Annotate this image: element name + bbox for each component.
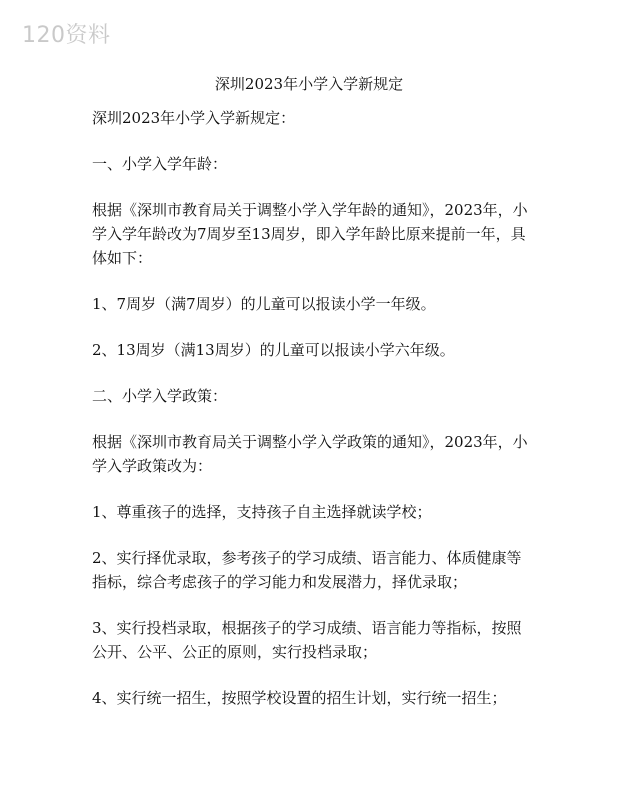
list-item-policy-3: 3、实行投档录取，根据孩子的学习成绩、语言能力等指标，按照公开、公平、公正的原则，实行投档录取； xyxy=(92,619,522,661)
list-item-policy-2: 2、实行择优录取，参考孩子的学习成绩、语言能力、体质健康等指标，综合考虑孩子的学习能力和发展潜力，择优录取； xyxy=(92,549,522,591)
paragraph-policy-notice: 根据《深圳市教育局关于调整小学入学政策的通知》，2023年，小学入学政策改为： xyxy=(92,433,528,475)
section-heading-age: 一、小学入学年龄： xyxy=(92,155,228,173)
section-heading-policy: 二、小学入学政策： xyxy=(92,387,228,405)
paragraph-age-notice: 根据《深圳市教育局关于调整小学入学年龄的通知》，2023年，小学入学年龄改为7周岁至13周岁，即入学年龄比原来提前一年，具体如下： xyxy=(92,201,528,267)
intro-heading: 深圳2023年小学入学新规定： xyxy=(92,109,296,127)
document-body xyxy=(92,106,532,732)
list-item-age-2: 2、13周岁（满13周岁）的儿童可以报读小学六年级。 xyxy=(92,341,455,359)
list-item-age-1: 1、7周岁（满7周岁）的儿童可以报读小学一年级。 xyxy=(92,295,436,313)
list-item-policy-1: 1、尊重孩子的选择，支持孩子自主选择就读学校； xyxy=(92,503,432,521)
list-item-policy-4: 4、实行统一招生，按照学校设置的招生计划，实行统一招生； xyxy=(92,689,507,707)
watermark-logo: 120资料 xyxy=(22,23,111,48)
document-title: 深圳2023年小学入学新规定 xyxy=(214,75,404,93)
